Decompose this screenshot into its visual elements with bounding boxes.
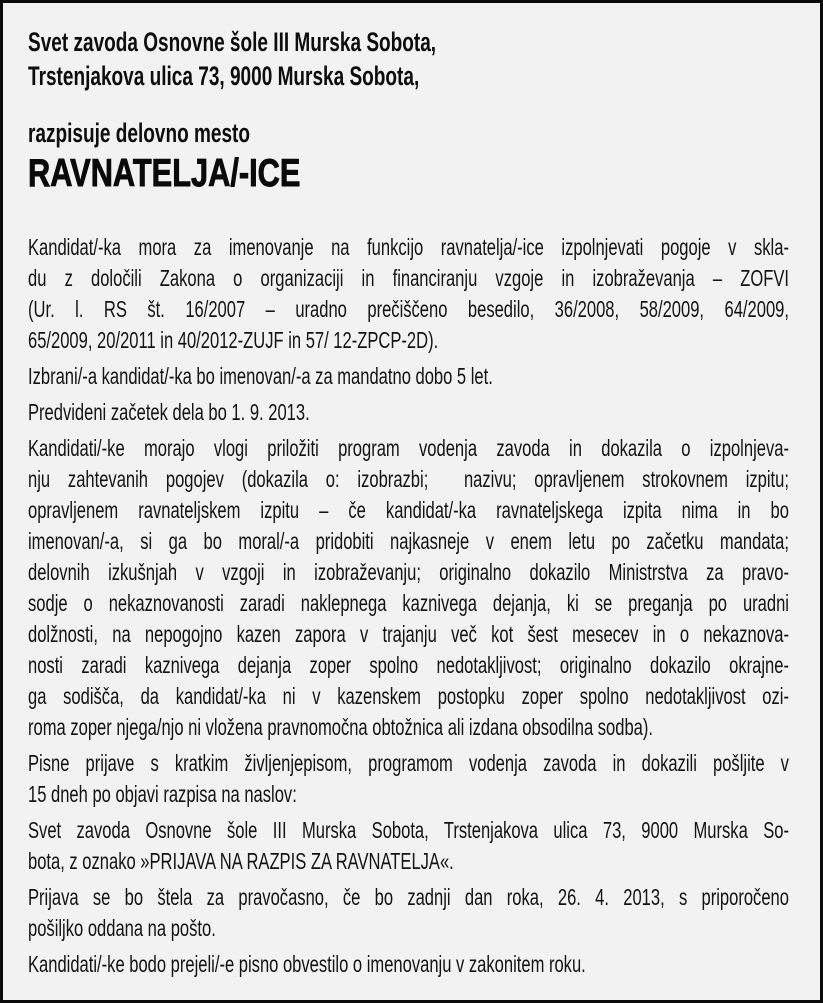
paragraph <box>28 882 789 944</box>
paragraph-line: du z določili Zakona o organizaciji in financiranju vzgoje in izobraževanja – ZOFVI <box>28 265 789 291</box>
paragraph-line: Kandidati/-ke bodo prejeli/-e pisno obvestilo o imenovanju v zakonitem roku. <box>28 951 586 977</box>
paragraph <box>28 949 789 980</box>
document-content <box>28 25 789 985</box>
paragraph <box>28 361 789 392</box>
paragraph-line: Svet zavoda Osnovne šole III Murska Sobota, Trstenjakova ulica 73, 9000 Murska So- <box>28 817 789 843</box>
paragraph-line: nju zahtevanih pogojev (dokazila o: izobrazbi; nazivu; opravljenem strokovnem izpitu; <box>28 466 789 492</box>
announce-line: razpisuje delovno mesto <box>28 118 251 148</box>
paragraph-line: bota, z oznako »PRIJAVA NA RAZPIS ZA RAVNATELJA«. <box>28 848 454 874</box>
paragraph-line: Prijava se bo štela za pravočasno, če bo zadnji dan roka, 26. 4. 2013, s priporočeno <box>28 884 789 910</box>
paragraph-line: 65/2009, 20/2011 in 40/2012-ZUJF in 57/ 12-ZPCP-2D). <box>28 327 439 353</box>
paragraph <box>28 815 789 877</box>
paragraph-line: pošiljko oddana na pošto. <box>28 915 216 941</box>
paragraph-line: 15 dneh po objavi razpisa na naslov: <box>28 781 297 807</box>
org-name-line: Svet zavoda Osnovne šole III Murska Sobota, <box>28 27 437 57</box>
paragraph-line: Predvideni začetek dela bo 1. 9. 2013. <box>28 399 310 425</box>
paragraph <box>28 232 789 356</box>
paragraph-line: opravljenem ravnateljskem izpitu – če kandidat/-ka ravnateljskega izpita nima in bo <box>28 497 789 523</box>
paragraph-line: ga sodišča, da kandidat/-ka ni v kazenskem postopku zoper spolno nedotakljivost ozi- <box>28 683 789 709</box>
position-title-text: RAVNATELJA/-ICE <box>28 152 301 195</box>
position-title <box>28 152 789 196</box>
paragraph-line: nosti zaradi kaznivega dejanja zoper spolno nedotakljivost; originalno dokazilo okrajne- <box>28 652 789 678</box>
paragraph-line: Kandidati/-ke morajo vlogi priložiti program vodenja zavoda in dokazila o izpolnjeva- <box>28 435 789 461</box>
paragraph-line: (Ur. l. RS št. 16/2007 – uradno prečiščeno besedilo, 36/2008, 58/2009, 64/2009, <box>28 296 789 322</box>
paragraph-line: imenovan/-a, si ga bo moral/-a pridobiti najkasneje v enem letu po začetku mandata; <box>28 528 789 554</box>
paragraph-line: delovnih izkušnjah v vzgoji in izobraževanju; originalno dokazilo Ministrstva za pravo- <box>28 559 789 585</box>
paragraph <box>28 397 789 428</box>
paragraph-line: roma zoper njega/njo ni vložena pravnomočna obtožnica ali izdana obsodilna sodba). <box>28 714 654 740</box>
paragraph <box>28 748 789 810</box>
paragraph-line: Kandidat/-ka mora za imenovanje na funkcijo ravnatelja/-ice izpolnjevati pogoje v skla- <box>28 234 789 260</box>
paragraph-line: Izbrani/-a kandidat/-ka bo imenovan/-a za mandatno dobo 5 let. <box>28 363 493 389</box>
paragraph-line: sodje o nekaznovanosti zaradi naklepnega kaznivega dejanja, ki se preganja po uradni <box>28 590 789 616</box>
paragraph-line: dolžnosti, na nepogojno kazen zapora v trajanju več kot šest mesecev in o nekaznova- <box>28 621 789 647</box>
body-text <box>28 232 789 980</box>
paragraph-line: Pisne prijave s kratkim življenjepisom, programom vodenja zavoda in dokazili pošljite v <box>28 750 789 776</box>
org-address-line: Trstenjakova ulica 73, 9000 Murska Sobota, <box>28 61 420 91</box>
paragraph <box>28 433 789 743</box>
